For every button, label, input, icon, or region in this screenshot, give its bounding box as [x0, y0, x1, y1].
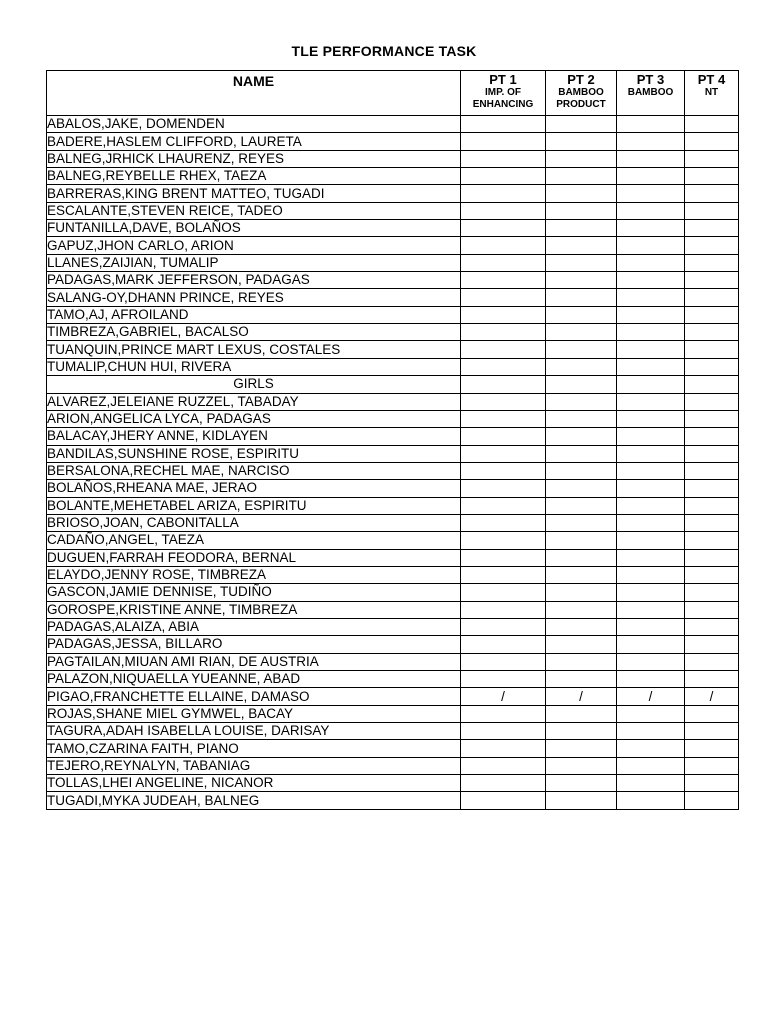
header-pt4-sub1: NT	[704, 87, 719, 98]
pt4-cell	[685, 306, 739, 323]
pt1-cell	[461, 358, 546, 375]
table-row	[47, 671, 739, 688]
pt4-cell	[685, 428, 739, 445]
pt3-cell	[617, 497, 685, 514]
table-row	[47, 428, 739, 445]
student-name: BALACAY,JHERY ANNE, KIDLAYEN	[47, 428, 461, 445]
student-name: PADAGAS,MARK JEFFERSON, PADAGAS	[47, 272, 461, 289]
pt4-cell	[685, 584, 739, 601]
pt1-cell	[461, 618, 546, 635]
pt2-cell	[546, 757, 617, 774]
table-row	[47, 653, 739, 670]
pt3-cell	[617, 202, 685, 219]
pt2-cell: /	[546, 688, 617, 705]
pt2-cell	[546, 116, 617, 133]
pt3-cell	[617, 462, 685, 479]
pt3-cell	[617, 272, 685, 289]
header-row	[47, 71, 739, 116]
pt4-cell	[685, 358, 739, 375]
pt2-cell	[546, 671, 617, 688]
student-name: BARRERAS,KING BRENT MATTEO, TUGADI	[47, 185, 461, 202]
pt3-cell	[617, 445, 685, 462]
pt3-cell	[617, 116, 685, 133]
pt4-cell	[685, 653, 739, 670]
pt2-cell	[546, 220, 617, 237]
student-name: ELAYDO,JENNY ROSE, TIMBREZA	[47, 566, 461, 583]
pt4-cell	[685, 185, 739, 202]
table-row	[47, 636, 739, 653]
pt2-cell	[546, 202, 617, 219]
pt2-cell	[546, 705, 617, 722]
pt1-cell	[461, 410, 546, 427]
pt1-cell	[461, 306, 546, 323]
table-row	[47, 757, 739, 774]
pt2-cell	[546, 775, 617, 792]
pt1-cell	[461, 428, 546, 445]
pt1-cell	[461, 549, 546, 566]
pt2-cell	[546, 133, 617, 150]
table-row	[47, 497, 739, 514]
pt4-cell	[685, 462, 739, 479]
student-name: ARION,ANGELICA LYCA, PADAGAS	[47, 410, 461, 427]
student-name: BERSALONA,RECHEL MAE, NARCISO	[47, 462, 461, 479]
pt3-cell	[617, 480, 685, 497]
pt3-cell	[617, 636, 685, 653]
pt1-cell	[461, 705, 546, 722]
student-name: BOLAÑOS,RHEANA MAE, JERAO	[47, 480, 461, 497]
student-name: PADAGAS,JESSA, BILLARO	[47, 636, 461, 653]
table-row	[47, 792, 739, 809]
table-row	[47, 272, 739, 289]
pt1-cell	[461, 220, 546, 237]
pt4-cell	[685, 705, 739, 722]
pt2-cell	[546, 393, 617, 410]
pt4-cell	[685, 601, 739, 618]
pt2-cell	[546, 428, 617, 445]
pt3-cell	[617, 376, 685, 393]
pt1-cell	[461, 671, 546, 688]
pt4-cell	[685, 618, 739, 635]
pt4-cell	[685, 497, 739, 514]
table-row	[47, 445, 739, 462]
student-name: TEJERO,REYNALYN, TABANIAG	[47, 757, 461, 774]
pt1-cell	[461, 584, 546, 601]
student-name: ABALOS,JAKE, DOMENDEN	[47, 116, 461, 133]
pt4-cell	[685, 341, 739, 358]
pt2-cell	[546, 289, 617, 306]
pt1-cell	[461, 653, 546, 670]
pt3-cell	[617, 566, 685, 583]
pt4-cell	[685, 445, 739, 462]
pt1-cell	[461, 601, 546, 618]
table-row	[47, 618, 739, 635]
table-row	[47, 306, 739, 323]
pt1-cell	[461, 116, 546, 133]
student-name: SALANG-OY,DHANN PRINCE, REYES	[47, 289, 461, 306]
student-name: BOLANTE,MEHETABEL ARIZA, ESPIRITU	[47, 497, 461, 514]
column-header-pt3	[617, 71, 685, 116]
table-row	[47, 150, 739, 167]
pt3-cell: /	[617, 688, 685, 705]
pt1-cell: /	[461, 688, 546, 705]
pt2-cell	[546, 150, 617, 167]
table-row	[47, 462, 739, 479]
performance-task-table	[46, 70, 739, 810]
pt3-cell	[617, 220, 685, 237]
pt2-cell	[546, 306, 617, 323]
table-row	[47, 566, 739, 583]
pt2-cell	[546, 653, 617, 670]
header-pt2-sub1: BAMBOO	[558, 87, 604, 98]
pt2-cell	[546, 566, 617, 583]
pt1-cell	[461, 289, 546, 306]
table-row	[47, 185, 739, 202]
pt3-cell	[617, 185, 685, 202]
pt3-cell	[617, 133, 685, 150]
pt4-cell	[685, 757, 739, 774]
pt1-cell	[461, 740, 546, 757]
pt1-cell	[461, 341, 546, 358]
student-name: ESCALANTE,STEVEN REICE, TADEO	[47, 202, 461, 219]
pt3-cell	[617, 671, 685, 688]
pt1-cell	[461, 150, 546, 167]
pt1-cell	[461, 393, 546, 410]
student-name: GAPUZ,JHON CARLO, ARION	[47, 237, 461, 254]
header-pt2-label: PT 2	[567, 72, 595, 87]
pt1-cell	[461, 480, 546, 497]
header-pt1-label: PT 1	[489, 72, 517, 87]
student-name: TUANQUIN,PRINCE MART LEXUS, COSTALES	[47, 341, 461, 358]
table-row	[47, 410, 739, 427]
student-name: DUGUEN,FARRAH FEODORA, BERNAL	[47, 549, 461, 566]
pt2-cell	[546, 618, 617, 635]
student-name: BADERE,HASLEM CLIFFORD, LAURETA	[47, 133, 461, 150]
pt3-cell	[617, 775, 685, 792]
pt2-cell	[546, 376, 617, 393]
pt3-cell	[617, 653, 685, 670]
table-row	[47, 584, 739, 601]
table-row	[47, 133, 739, 150]
pt4-cell: /	[685, 688, 739, 705]
pt1-cell	[461, 636, 546, 653]
pt1-cell	[461, 532, 546, 549]
pt2-cell	[546, 480, 617, 497]
pt3-cell	[617, 254, 685, 271]
pt1-cell	[461, 775, 546, 792]
pt1-cell	[461, 254, 546, 271]
pt4-cell	[685, 133, 739, 150]
pt4-cell	[685, 775, 739, 792]
group-label: GIRLS	[47, 376, 461, 393]
pt1-cell	[461, 272, 546, 289]
table-row	[47, 168, 739, 185]
header-pt1-sub1: IMP. OF	[485, 87, 521, 98]
table-row	[47, 514, 739, 531]
pt4-cell	[685, 636, 739, 653]
pt4-cell	[685, 480, 739, 497]
pt4-cell	[685, 168, 739, 185]
pt4-cell	[685, 549, 739, 566]
pt3-cell	[617, 723, 685, 740]
pt4-cell	[685, 393, 739, 410]
pt1-cell	[461, 168, 546, 185]
table-row	[47, 775, 739, 792]
student-name: PIGAO,FRANCHETTE ELLAINE, DAMASO	[47, 688, 461, 705]
header-pt3-label: PT 3	[636, 72, 665, 87]
pt4-cell	[685, 116, 739, 133]
pt4-cell	[685, 289, 739, 306]
student-name: PADAGAS,ALAIZA, ABIA	[47, 618, 461, 635]
pt4-cell	[685, 792, 739, 809]
pt3-cell	[617, 618, 685, 635]
pt2-cell	[546, 324, 617, 341]
pt3-cell	[617, 757, 685, 774]
pt3-cell	[617, 601, 685, 618]
table-row	[47, 393, 739, 410]
pt2-cell	[546, 584, 617, 601]
table-row	[47, 202, 739, 219]
pt3-cell	[617, 740, 685, 757]
table-row	[47, 601, 739, 618]
page-title: TLE PERFORMANCE TASK	[291, 43, 477, 59]
table-row	[47, 289, 739, 306]
pt4-cell	[685, 272, 739, 289]
header-pt1-sub2: ENHANCING	[472, 99, 534, 110]
pt4-cell	[685, 532, 739, 549]
table-row	[47, 688, 739, 705]
pt3-cell	[617, 514, 685, 531]
student-name: TUGADI,MYKA JUDEAH, BALNEG	[47, 792, 461, 809]
student-name: GASCON,JAMIE DENNISE, TUDIÑO	[47, 584, 461, 601]
pt2-cell	[546, 341, 617, 358]
pt1-cell	[461, 514, 546, 531]
pt4-cell	[685, 237, 739, 254]
student-name: FUNTANILLA,DAVE, BOLAÑOS	[47, 220, 461, 237]
table-row	[47, 705, 739, 722]
header-pt2-sub2: PRODUCT	[556, 99, 606, 110]
pt2-cell	[546, 601, 617, 618]
column-header-pt2	[546, 71, 617, 116]
student-name: ROJAS,SHANE MIEL GYMWEL, BACAY	[47, 705, 461, 722]
pt1-cell	[461, 462, 546, 479]
pt4-cell	[685, 671, 739, 688]
pt4-cell	[685, 220, 739, 237]
student-name: BALNEG,JRHICK LHAURENZ, REYES	[47, 150, 461, 167]
pt3-cell	[617, 428, 685, 445]
pt1-cell	[461, 237, 546, 254]
table-row	[47, 480, 739, 497]
pt3-cell	[617, 549, 685, 566]
pt3-cell	[617, 324, 685, 341]
pt2-cell	[546, 792, 617, 809]
table-row	[47, 723, 739, 740]
table-row	[47, 237, 739, 254]
table-row	[47, 254, 739, 271]
header-pt4-label: PT 4	[697, 72, 726, 87]
pt2-cell	[546, 532, 617, 549]
pt1-cell	[461, 723, 546, 740]
pt1-cell	[461, 376, 546, 393]
pt2-cell	[546, 254, 617, 271]
pt2-cell	[546, 549, 617, 566]
student-rows	[47, 116, 739, 810]
pt4-cell	[685, 202, 739, 219]
student-name: TOLLAS,LHEI ANGELINE, NICANOR	[47, 775, 461, 792]
group-header-row	[47, 376, 739, 393]
student-name: BALNEG,REYBELLE RHEX, TAEZA	[47, 168, 461, 185]
pt3-cell	[617, 358, 685, 375]
pt3-cell	[617, 237, 685, 254]
table-row	[47, 116, 739, 133]
student-name: TIMBREZA,GABRIEL, BACALSO	[47, 324, 461, 341]
student-name: CADAÑO,ANGEL, TAEZA	[47, 532, 461, 549]
pt4-cell	[685, 514, 739, 531]
student-name: TUMALIP,CHUN HUI, RIVERA	[47, 358, 461, 375]
table-row	[47, 324, 739, 341]
pt4-cell	[685, 324, 739, 341]
pt1-cell	[461, 133, 546, 150]
pt1-cell	[461, 185, 546, 202]
header-pt3-sub1: BAMBOO	[627, 87, 674, 98]
pt1-cell	[461, 202, 546, 219]
pt4-cell	[685, 254, 739, 271]
pt4-cell	[685, 376, 739, 393]
pt2-cell	[546, 168, 617, 185]
column-header-pt1	[461, 71, 546, 116]
pt1-cell	[461, 757, 546, 774]
student-name: BRIOSO,JOAN, CABONITALLA	[47, 514, 461, 531]
pt2-cell	[546, 237, 617, 254]
pt2-cell	[546, 497, 617, 514]
student-name: TAMO,AJ, AFROILAND	[47, 306, 461, 323]
student-name: PAGTAILAN,MIUAN AMI RIAN, DE AUSTRIA	[47, 653, 461, 670]
pt4-cell	[685, 566, 739, 583]
pt3-cell	[617, 410, 685, 427]
table-row	[47, 532, 739, 549]
pt4-cell	[685, 740, 739, 757]
table-row	[47, 358, 739, 375]
column-header-name	[47, 71, 461, 116]
student-name: ALVAREZ,JELEIANE RUZZEL, TABADAY	[47, 393, 461, 410]
student-name: TAGURA,ADAH ISABELLA LOUISE, DARISAY	[47, 723, 461, 740]
pt2-cell	[546, 185, 617, 202]
pt1-cell	[461, 497, 546, 514]
column-header-pt4	[685, 71, 739, 116]
pt3-cell	[617, 792, 685, 809]
pt2-cell	[546, 410, 617, 427]
student-name: LLANES,ZAIJIAN, TUMALIP	[47, 254, 461, 271]
pt2-cell	[546, 272, 617, 289]
pt3-cell	[617, 168, 685, 185]
pt1-cell	[461, 324, 546, 341]
pt1-cell	[461, 445, 546, 462]
pt3-cell	[617, 532, 685, 549]
pt3-cell	[617, 705, 685, 722]
student-name: TAMO,CZARINA FAITH, PIANO	[47, 740, 461, 757]
table-row	[47, 341, 739, 358]
table-row	[47, 220, 739, 237]
pt3-cell	[617, 341, 685, 358]
student-name: GOROSPE,KRISTINE ANNE, TIMBREZA	[47, 601, 461, 618]
pt2-cell	[546, 723, 617, 740]
pt4-cell	[685, 723, 739, 740]
pt4-cell	[685, 410, 739, 427]
pt2-cell	[546, 445, 617, 462]
pt2-cell	[546, 514, 617, 531]
pt2-cell	[546, 740, 617, 757]
pt3-cell	[617, 393, 685, 410]
student-name: PALAZON,NIQUAELLA YUEANNE, ABAD	[47, 671, 461, 688]
pt1-cell	[461, 566, 546, 583]
pt3-cell	[617, 306, 685, 323]
table-row	[47, 740, 739, 757]
pt2-cell	[546, 358, 617, 375]
pt2-cell	[546, 462, 617, 479]
pt3-cell	[617, 289, 685, 306]
pt4-cell	[685, 150, 739, 167]
table-row	[47, 549, 739, 566]
student-name: BANDILAS,SUNSHINE ROSE, ESPIRITU	[47, 445, 461, 462]
header-name-label: NAME	[232, 73, 275, 89]
pt3-cell	[617, 150, 685, 167]
pt2-cell	[546, 636, 617, 653]
pt3-cell	[617, 584, 685, 601]
pt1-cell	[461, 792, 546, 809]
